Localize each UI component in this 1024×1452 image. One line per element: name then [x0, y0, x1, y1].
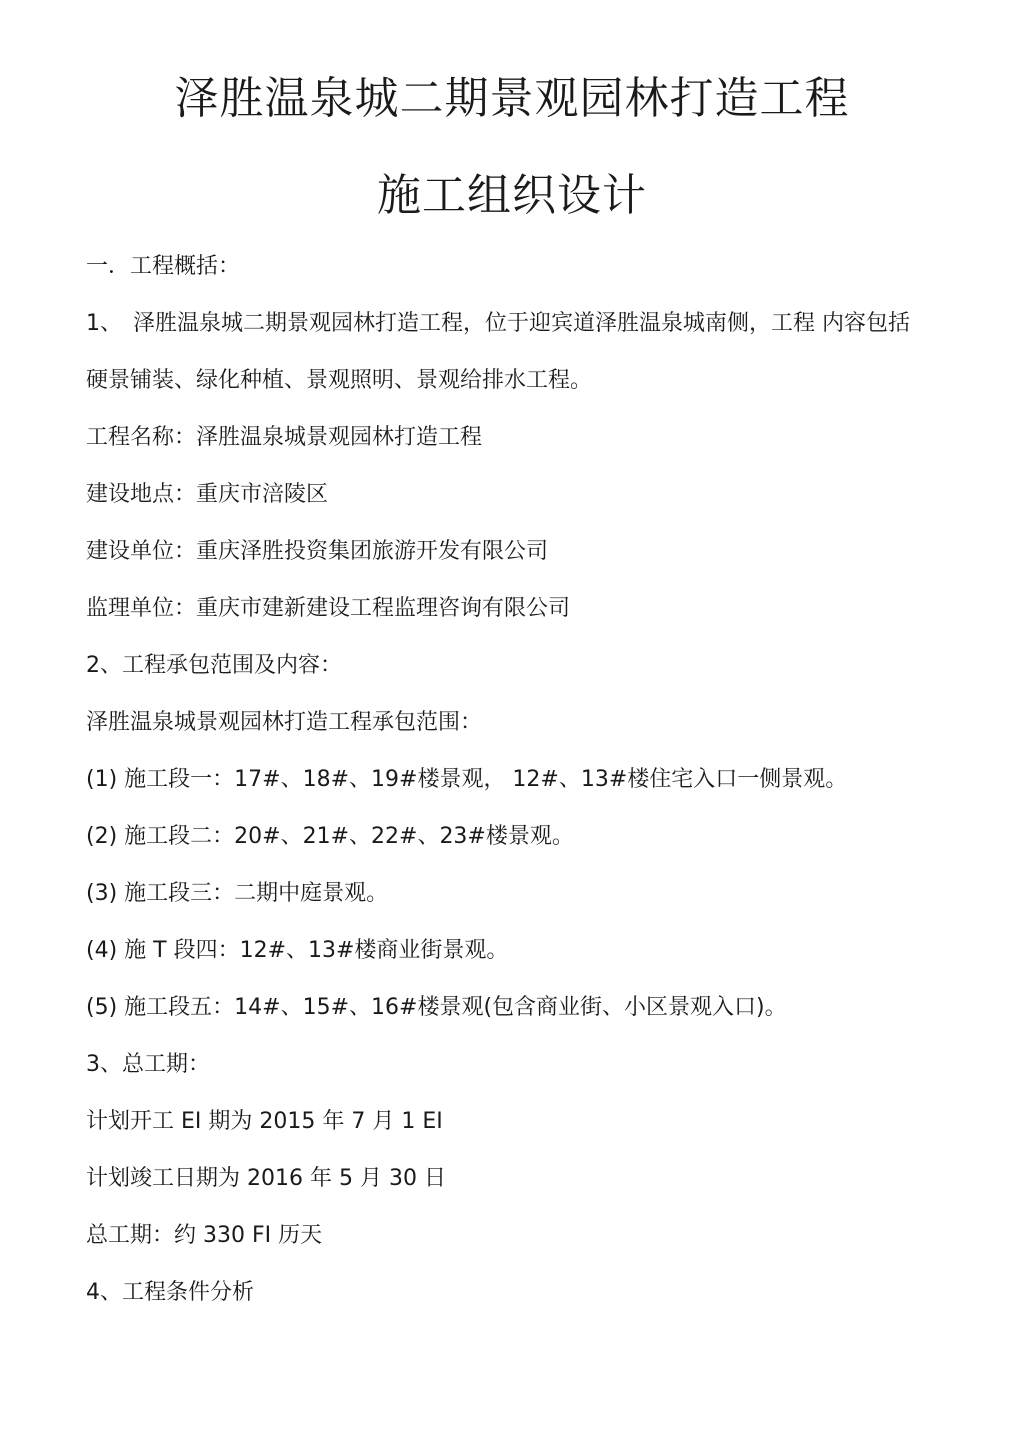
field-planned-start: 计划开工 EI 期为 2015 年 7 月 1 EI — [86, 1109, 443, 1134]
field-project-name: 工程名称：泽胜温泉城景观园林打造工程 — [86, 425, 483, 450]
document-title: 泽胜温泉城二期景观园林打造工程 — [174, 73, 850, 124]
field-planned-completion: 计划竣工日期为 2016 年 5 月 30 日 — [86, 1166, 446, 1191]
paragraph-project-intro-cont: 硬景铺装、绿化种植、景观照明、景观给排水工程。 — [86, 368, 593, 393]
list-item-section-2: (2) 施工段二：20#、21#、22#、23#楼景观。 — [86, 824, 574, 849]
document-subtitle: 施工组织设计 — [377, 170, 647, 221]
field-supervisor: 监理单位：重庆市建新建设工程监理咨询有限公司 — [86, 596, 571, 621]
section-heading-scope: 2、工程承包范围及内容： — [86, 653, 342, 678]
list-item-section-3: (3) 施工段三：二期中庭景观。 — [86, 881, 389, 906]
section-heading-duration: 3、总工期： — [86, 1052, 210, 1077]
section-heading-overview: 一．工程概括： — [86, 254, 241, 279]
field-total-duration: 总工期：约 330 FI 历天 — [86, 1223, 323, 1248]
paragraph-project-intro: 1、 泽胜温泉城二期景观园林打造工程，位于迎宾道泽胜温泉城南侧，工程 内容包括 — [86, 311, 910, 336]
field-owner: 建设单位：重庆泽胜投资集团旅游开发有限公司 — [86, 539, 549, 564]
list-item-section-1: (1) 施工段一：17#、18#、19#楼景观， 12#、13#楼住宅入口一侧景观。 — [86, 767, 848, 792]
section-heading-conditions: 4、工程条件分析 — [86, 1280, 254, 1305]
field-location: 建设地点：重庆市涪陵区 — [86, 482, 329, 507]
list-item-section-5: (5) 施工段五：14#、15#、16#楼景观(包含商业街、小区景观入口)。 — [86, 995, 787, 1020]
paragraph-scope-intro: 泽胜温泉城景观园林打造工程承包范围： — [86, 710, 483, 735]
list-item-section-4: (4) 施 T 段四：12#、13#楼商业街景观。 — [86, 938, 509, 963]
